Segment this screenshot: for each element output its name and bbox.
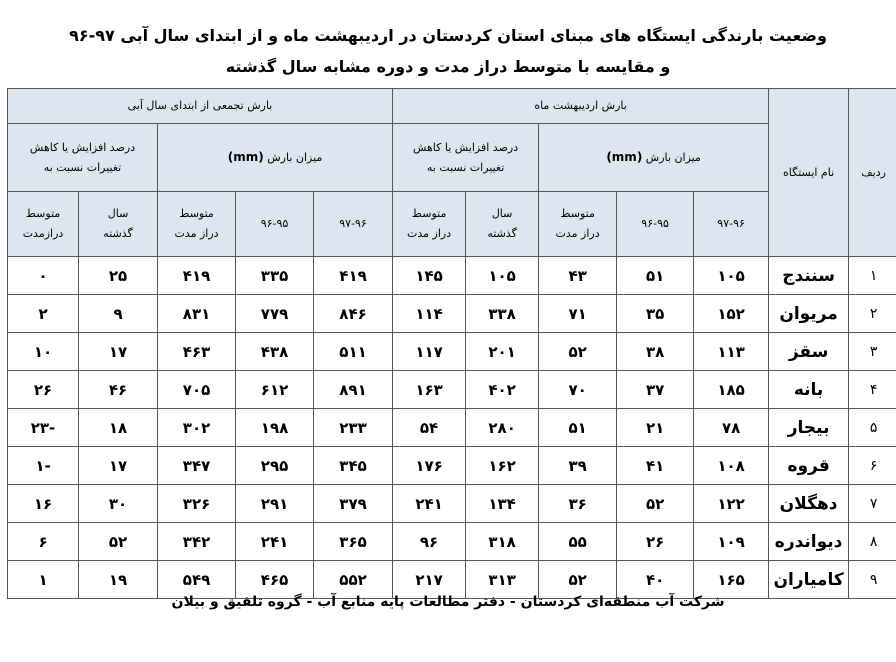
header-month-rain-amount: میزان بارش (mm) (539, 124, 769, 192)
header-c-9596: ۹۶-۹۵ (236, 192, 314, 257)
cell-radif: ۳ (849, 333, 896, 371)
cell-c-9596: ۲۹۱ (236, 485, 314, 523)
cell-c-pct-avg: ۱۰ (8, 333, 79, 371)
cell-m-pct-last: ۱۰۵ (466, 257, 539, 295)
cell-m-avg: ۳۹ (539, 447, 617, 485)
cell-radif: ۵ (849, 409, 896, 447)
cell-m-9596: ۳۵ (617, 295, 694, 333)
header-m-pct-last: سال گذشته (466, 192, 539, 257)
cell-radif: ۱ (849, 257, 896, 295)
cell-station: قروه (769, 447, 849, 485)
cell-c-pct-last: ۱۸ (79, 409, 158, 447)
cell-c-avg: ۴۶۳ (158, 333, 236, 371)
cell-m-pct-last: ۱۶۲ (466, 447, 539, 485)
cell-c-pct-last: ۴۶ (79, 371, 158, 409)
cell-c-9697: ۴۱۹ (314, 257, 393, 295)
cell-c-pct-last: ۹ (79, 295, 158, 333)
cell-m-pct-avg: ۹۶ (393, 523, 466, 561)
cell-m-pct-avg: ۱۷۶ (393, 447, 466, 485)
cell-c-9697: ۳۶۵ (314, 523, 393, 561)
cell-m-pct-avg: ۱۱۷ (393, 333, 466, 371)
cell-m-9697: ۱۵۲ (694, 295, 769, 333)
cell-m-pct-last: ۲۰۱ (466, 333, 539, 371)
header-m-pct-avg: متوسط دراز مدت (393, 192, 466, 257)
cell-m-avg: ۷۱ (539, 295, 617, 333)
cell-c-9697: ۳۷۹ (314, 485, 393, 523)
cell-station: کامیاران (769, 561, 849, 599)
cell-station: بانه (769, 371, 849, 409)
cell-m-pct-avg: ۱۶۳ (393, 371, 466, 409)
cell-m-9697: ۱۰۹ (694, 523, 769, 561)
cell-m-9697: ۷۸ (694, 409, 769, 447)
cell-radif: ۴ (849, 371, 896, 409)
header-m-9697: ۹۷-۹۶ (694, 192, 769, 257)
table-row (8, 295, 896, 333)
cell-m-9697: ۱۰۵ (694, 257, 769, 295)
cell-c-pct-avg: ۱۶ (8, 485, 79, 523)
cell-c-pct-avg: -۲۳ (8, 409, 79, 447)
cell-c-pct-avg: ۲۶ (8, 371, 79, 409)
cell-c-9596: ۱۹۸ (236, 409, 314, 447)
cell-station: دهگلان (769, 485, 849, 523)
header-c-9697: ۹۷-۹۶ (314, 192, 393, 257)
cell-m-avg: ۵۲ (539, 333, 617, 371)
rainfall-table (7, 88, 896, 599)
cell-m-9596: ۵۲ (617, 485, 694, 523)
cell-c-9596: ۷۷۹ (236, 295, 314, 333)
table-row (8, 257, 896, 295)
cell-c-avg: ۷۰۵ (158, 371, 236, 409)
cell-m-avg: ۴۳ (539, 257, 617, 295)
cell-m-9596: ۲۱ (617, 409, 694, 447)
cell-c-pct-avg: ۶ (8, 523, 79, 561)
cell-radif: ۲ (849, 295, 896, 333)
table-row (8, 447, 896, 485)
cell-m-9697: ۱۸۵ (694, 371, 769, 409)
header-month-pct-change: درصد افزایش یا کاهش تغییرات نسبت به (393, 124, 539, 192)
cell-radif: ۸ (849, 523, 896, 561)
cell-c-avg: ۳۲۶ (158, 485, 236, 523)
cell-c-9697: ۸۹۱ (314, 371, 393, 409)
cell-m-pct-avg: ۱۱۴ (393, 295, 466, 333)
cell-m-pct-last: ۳۳۸ (466, 295, 539, 333)
cell-radif: ۶ (849, 447, 896, 485)
cell-c-9596: ۶۱۲ (236, 371, 314, 409)
header-m-avg: متوسط دراز مدت (539, 192, 617, 257)
cell-m-9596: ۳۷ (617, 371, 694, 409)
page-title: وضعیت بارندگی ایستگاه های مبنای استان کردستان در اردیبهشت ماه و از ابتدای سال آبی ۹۷-۹۶ (69, 26, 827, 45)
table-row (8, 561, 896, 599)
cell-c-avg: ۵۴۹ (158, 561, 236, 599)
header-cum-rain-amount: میزان بارش (mm) (158, 124, 393, 192)
cell-m-9697: ۱۶۵ (694, 561, 769, 599)
cell-m-avg: ۷۰ (539, 371, 617, 409)
page-subtitle: و مقایسه با متوسط دراز مدت و دوره مشابه سال گذشته (225, 57, 671, 76)
header-c-pct-last: سال گذشته (79, 192, 158, 257)
header-radif: ردیف (849, 89, 896, 257)
cell-m-9596: ۴۱ (617, 447, 694, 485)
cell-c-avg: ۳۴۲ (158, 523, 236, 561)
cell-station: سقز (769, 333, 849, 371)
cell-c-9697: ۸۴۶ (314, 295, 393, 333)
cell-c-pct-last: ۵۲ (79, 523, 158, 561)
cell-m-avg: ۵۲ (539, 561, 617, 599)
header-m-9596: ۹۶-۹۵ (617, 192, 694, 257)
table-row (8, 371, 896, 409)
cell-c-avg: ۳۰۲ (158, 409, 236, 447)
cell-m-avg: ۵۱ (539, 409, 617, 447)
cell-m-9596: ۲۶ (617, 523, 694, 561)
header-station: نام ایستگاه (769, 89, 849, 257)
cell-c-pct-avg: ۰ (8, 257, 79, 295)
cell-c-9596: ۲۹۵ (236, 447, 314, 485)
table-row (8, 409, 896, 447)
cell-m-9697: ۱۰۸ (694, 447, 769, 485)
cell-radif: ۷ (849, 485, 896, 523)
cell-c-pct-avg: -۱ (8, 447, 79, 485)
cell-m-pct-last: ۳۱۳ (466, 561, 539, 599)
cell-m-pct-avg: ۲۴۱ (393, 485, 466, 523)
cell-m-pct-avg: ۲۱۷ (393, 561, 466, 599)
cell-m-9596: ۴۰ (617, 561, 694, 599)
cell-c-9596: ۴۶۵ (236, 561, 314, 599)
cell-station: دیواندره (769, 523, 849, 561)
header-c-avg: متوسط دراز مدت (158, 192, 236, 257)
cell-m-9596: ۵۱ (617, 257, 694, 295)
cell-m-pct-last: ۱۳۴ (466, 485, 539, 523)
cell-c-avg: ۴۱۹ (158, 257, 236, 295)
cell-c-9596: ۳۳۵ (236, 257, 314, 295)
cell-c-avg: ۸۳۱ (158, 295, 236, 333)
cell-m-pct-last: ۲۸۰ (466, 409, 539, 447)
cell-c-pct-last: ۳۰ (79, 485, 158, 523)
header-cum-pct-change: درصد افزایش یا کاهش تغییرات نسبت به (8, 124, 158, 192)
cell-station: بیجار (769, 409, 849, 447)
header-month-group: بارش اردیبهشت ماه (393, 89, 769, 124)
cell-c-9697: ۳۴۵ (314, 447, 393, 485)
footer-credit: شرکت آب منطقه‌ای کردستان - دفتر مطالعات پایه منابع آب - گروه تلفیق و بیلان (171, 594, 725, 610)
table-row (8, 485, 896, 523)
cell-radif: ۹ (849, 561, 896, 599)
cell-m-pct-last: ۳۱۸ (466, 523, 539, 561)
cell-c-9697: ۵۵۲ (314, 561, 393, 599)
cell-m-9596: ۳۸ (617, 333, 694, 371)
header-cumulative-group: بارش تجمعی از ابتدای سال آبی (8, 89, 393, 124)
cell-c-pct-avg: ۱ (8, 561, 79, 599)
cell-c-pct-avg: ۲ (8, 295, 79, 333)
cell-m-pct-last: ۴۰۲ (466, 371, 539, 409)
cell-c-9697: ۲۳۳ (314, 409, 393, 447)
cell-c-avg: ۳۴۷ (158, 447, 236, 485)
cell-c-pct-last: ۱۹ (79, 561, 158, 599)
cell-c-9596: ۴۳۸ (236, 333, 314, 371)
cell-m-9697: ۱۲۲ (694, 485, 769, 523)
cell-station: سنندج (769, 257, 849, 295)
cell-m-pct-avg: ۵۴ (393, 409, 466, 447)
table-row (8, 333, 896, 371)
cell-m-9697: ۱۱۳ (694, 333, 769, 371)
cell-m-avg: ۳۶ (539, 485, 617, 523)
table-row (8, 523, 896, 561)
cell-c-9596: ۲۴۱ (236, 523, 314, 561)
cell-c-pct-last: ۲۵ (79, 257, 158, 295)
header-c-pct-avg: متوسط درازمدت (8, 192, 79, 257)
cell-c-9697: ۵۱۱ (314, 333, 393, 371)
cell-c-pct-last: ۱۷ (79, 447, 158, 485)
cell-m-pct-avg: ۱۴۵ (393, 257, 466, 295)
cell-station: مریوان (769, 295, 849, 333)
cell-c-pct-last: ۱۷ (79, 333, 158, 371)
cell-m-avg: ۵۵ (539, 523, 617, 561)
